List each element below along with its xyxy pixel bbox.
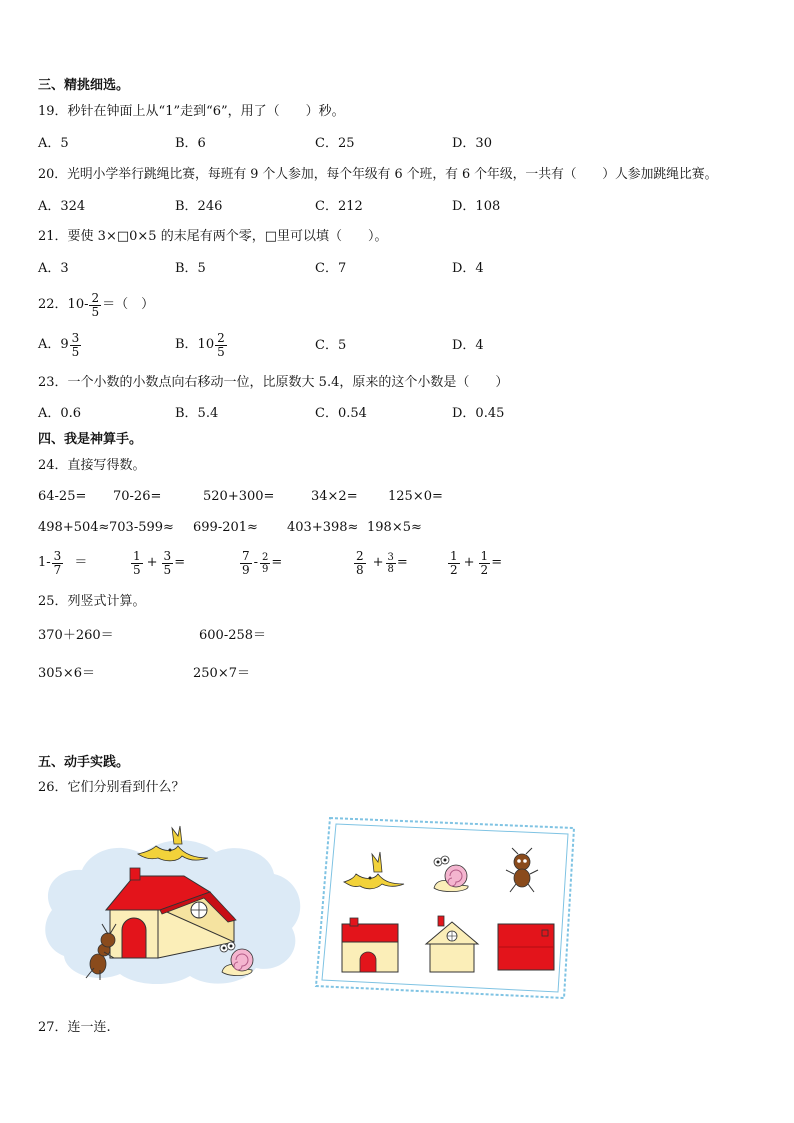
frac-den: 8: [387, 563, 394, 575]
q22-option-c: C．5: [315, 338, 347, 353]
q19-option-c: C．25: [315, 136, 355, 151]
q22-b-num: 2: [217, 330, 225, 345]
expr-text: =: [174, 555, 186, 570]
fraction: [479, 550, 491, 577]
q23-option-a: A．0.6: [38, 406, 82, 421]
fraction: [386, 552, 396, 575]
q24-row2-item: 699-201≈: [193, 520, 258, 535]
q25-item: 305×6＝: [38, 666, 95, 681]
q21-option-c: C．7: [315, 261, 347, 276]
q22-b-den: 5: [217, 344, 225, 359]
frac-den: 7: [53, 562, 62, 577]
q25-item: 370＋260＝: [38, 628, 114, 643]
q21-option-b: B．5: [175, 261, 206, 276]
answer-card: [312, 812, 582, 1002]
frac-den: 9: [242, 562, 250, 577]
q22-a-label: A．9: [38, 337, 69, 352]
q23-option-c: C．0.54: [315, 406, 367, 421]
question-25-stem: 25．列竖式计算。: [38, 594, 146, 609]
q20-option-b: B．246: [175, 199, 223, 214]
q25-item: 250×7＝: [193, 666, 250, 681]
q19-option-d: D．30: [452, 136, 492, 151]
frac-den: 2: [480, 562, 489, 577]
expr-text: ＝: [74, 555, 88, 570]
fraction: [260, 552, 270, 575]
expr-text: +: [463, 555, 475, 570]
q24-row1-item: 64-25=: [38, 489, 87, 504]
fraction: [240, 550, 252, 577]
frac-num: 2: [262, 551, 269, 563]
q21-option-d: D．4: [452, 261, 484, 276]
q22-option-b: [175, 328, 228, 362]
expr-text: +: [372, 555, 384, 570]
q22-a-num: 3: [71, 330, 80, 345]
frac-num: 3: [387, 551, 394, 563]
q23-option-b: B．5.4: [175, 406, 219, 421]
frac-den: 2: [450, 562, 458, 577]
q24-row3-expr-1: [38, 546, 87, 580]
frac-num: 2: [356, 548, 364, 563]
frac-num: 3: [163, 548, 172, 563]
q24-row3-expr-2: [130, 546, 185, 580]
frac-den: 5: [163, 562, 172, 577]
section-title-4: 四、我是神算手。: [38, 432, 143, 447]
q20-option-d: D．108: [452, 199, 501, 214]
question-26-stem: 26．它们分别看到什么？: [38, 780, 185, 795]
q22-b-label: B．10: [175, 337, 215, 352]
frac-num: 1: [480, 548, 489, 563]
q24-row2-item: 403+398≈: [287, 520, 359, 535]
question-23-stem: 23．一个小数的小数点向右移动一位，比原数大 5.4，原来的这个小数是（ ）: [38, 375, 509, 390]
question-22-stem: [38, 288, 154, 322]
expr-text: 1-: [38, 555, 51, 570]
frac-num: 1: [450, 548, 458, 563]
frac-den: 5: [133, 562, 141, 577]
q22-frac-den: 5: [91, 304, 100, 319]
q22-a-den: 5: [71, 344, 80, 359]
fraction: [131, 550, 143, 577]
q22-fraction: [89, 292, 101, 319]
q24-row1-item: 70-26=: [113, 489, 162, 504]
fraction: [354, 550, 366, 577]
section-title-3: 三、精挑细选。: [38, 78, 130, 93]
frac-den: 8: [356, 562, 364, 577]
q19-option-a: A．5: [38, 136, 69, 151]
question-24-stem: 24．直接写得数。: [38, 458, 146, 473]
expr-text: +: [146, 555, 158, 570]
card-house-side-view: [342, 918, 398, 972]
q24-row2-item: 703-599≈: [109, 520, 174, 535]
frac-den: 9: [262, 563, 269, 575]
question-21-stem: 21．要使 3×□0×5 的末尾有两个零，□里可以填（ ）。: [38, 229, 388, 244]
fraction: [448, 550, 460, 577]
scene-illustration: [38, 818, 308, 990]
frac-num: 1: [133, 548, 141, 563]
q22-b-fraction: [215, 332, 227, 359]
fraction: [52, 550, 64, 577]
q24-row3-expr-3: [239, 546, 282, 580]
frac-num: 3: [53, 548, 62, 563]
q24-row1-item: 520+300=: [203, 489, 275, 504]
q24-row1-item: 34×2=: [311, 489, 358, 504]
q25-item: 600-258＝: [199, 628, 267, 643]
card-house-top-view: [498, 924, 554, 970]
expr-text: =: [491, 555, 503, 570]
q19-option-b: B．6: [175, 136, 206, 151]
expr-text: =: [396, 555, 408, 570]
q21-option-a: A．3: [38, 261, 69, 276]
q22-suffix: ＝（ ）: [102, 297, 155, 312]
q24-row3-expr-5: [447, 546, 502, 580]
q20-option-c: C．212: [315, 199, 363, 214]
q24-row2-item: 498+504≈: [38, 520, 110, 535]
section-title-5: 五、动手实践。: [38, 755, 130, 770]
q22-option-d: D．4: [452, 338, 484, 353]
q20-option-a: A．324: [38, 199, 86, 214]
question-20-stem: 20．光明小学举行跳绳比赛，每班有 9 个人参加，每个年级有 6 个班，有 6 个年级，一共有（ ）人参加跳绳比赛。: [38, 167, 718, 182]
q24-row2-item: 198×5≈: [367, 520, 422, 535]
q22-option-a: [38, 328, 82, 362]
question-19-stem: 19．秒针在钟面上从“1”走到“6”，用了（ ）秒。: [38, 104, 345, 119]
frac-num: 7: [242, 548, 250, 563]
q22-a-fraction: [70, 332, 82, 359]
q24-row1-item: 125×0=: [388, 489, 443, 504]
expr-text: =: [271, 555, 283, 570]
q22-prefix: 22．10-: [38, 297, 89, 312]
q24-row3-expr-4: [353, 546, 408, 580]
question-27-stem: 27．连一连.: [38, 1020, 111, 1035]
q23-option-d: D．0.45: [452, 406, 505, 421]
expr-text: -: [253, 555, 259, 570]
fraction: [162, 550, 174, 577]
q22-frac-num: 2: [91, 290, 100, 305]
